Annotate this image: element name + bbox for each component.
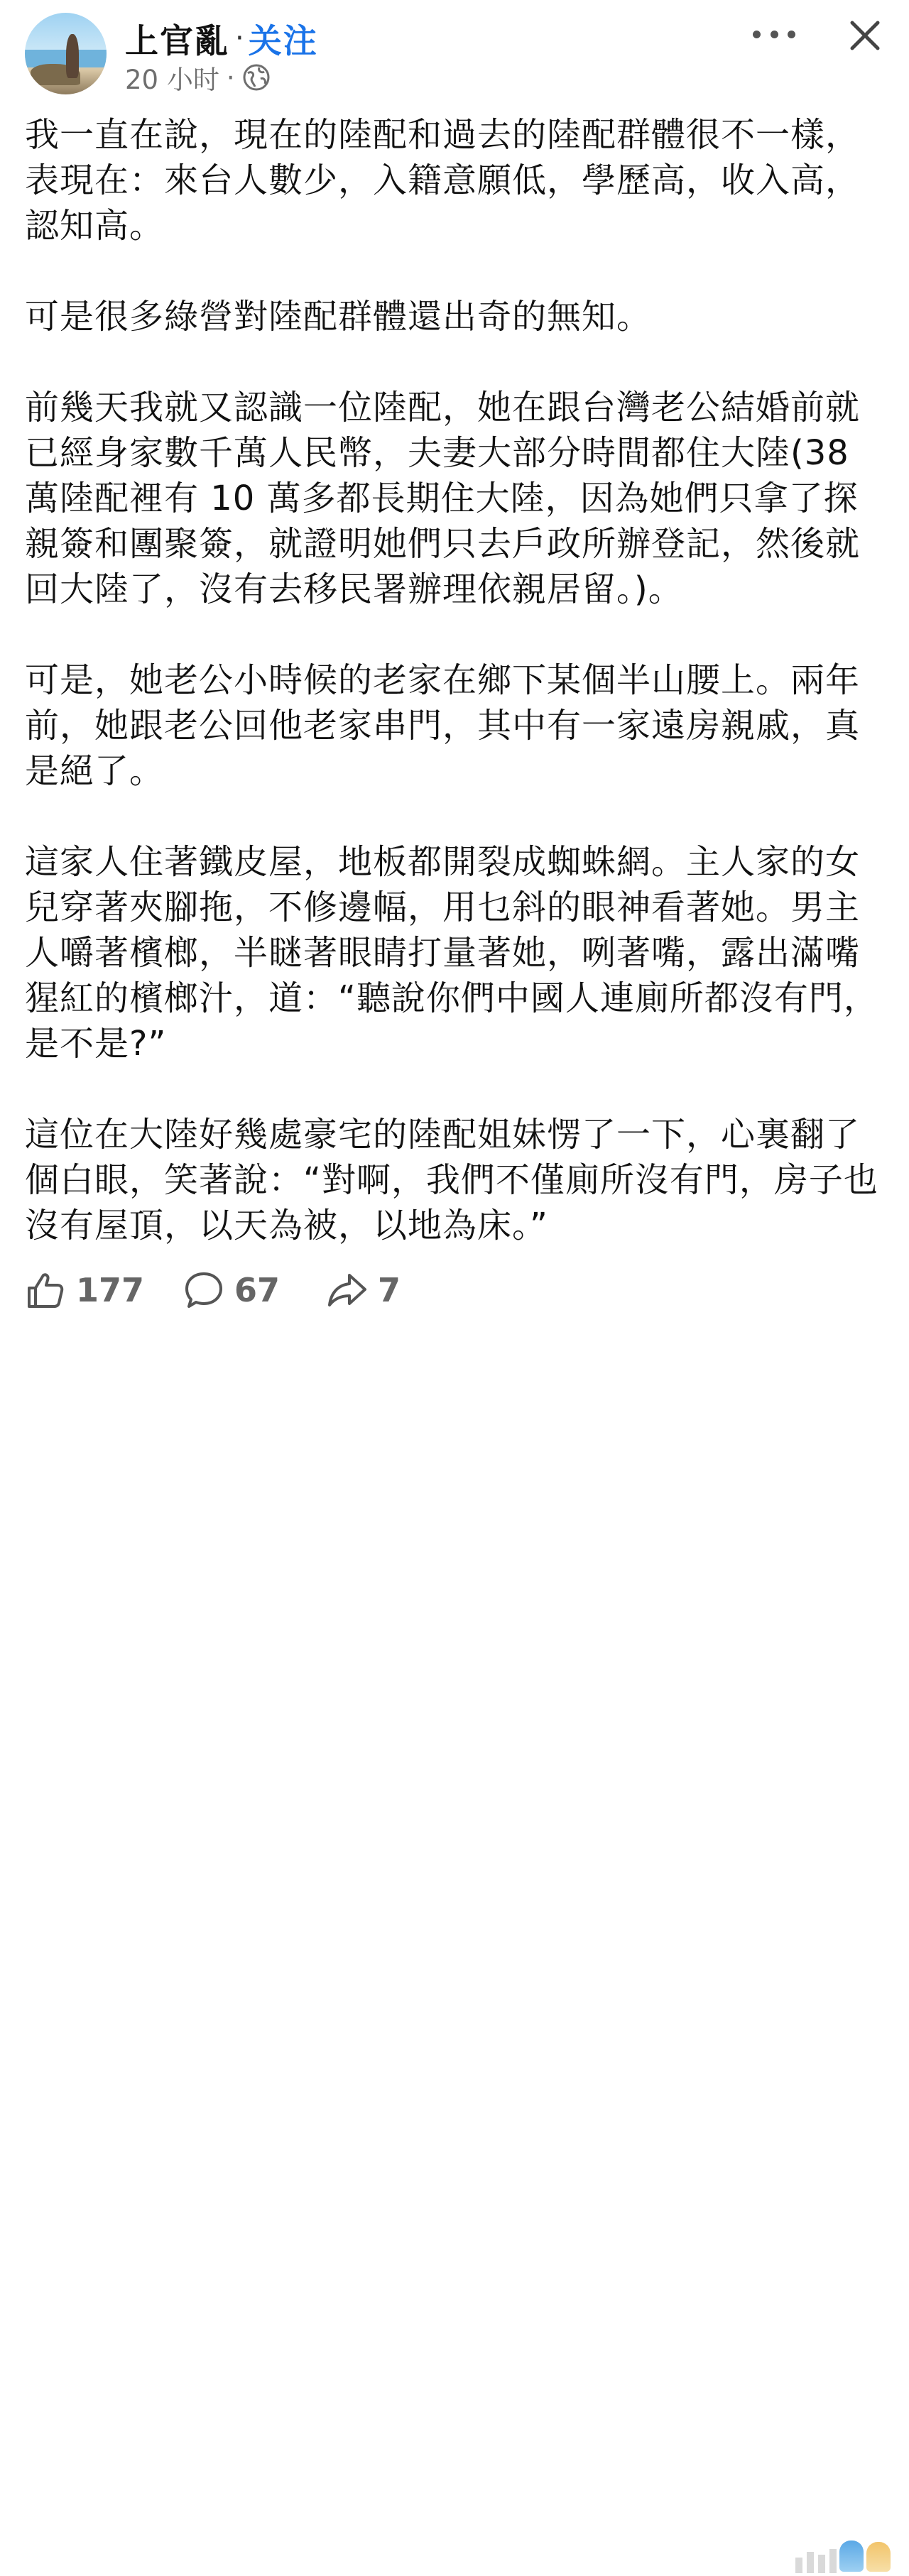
like-button[interactable] (25, 1265, 144, 1315)
post-paragraph: 可是很多綠營對陸配群體還出奇的無知。 (25, 297, 652, 337)
post-timestamp[interactable]: 20 小时 (125, 65, 219, 95)
more-horizontal-icon-dot (788, 31, 795, 38)
comment-button[interactable] (183, 1265, 280, 1315)
post-paragraph: 可是，她老公小時候的老家在鄉下某個半山腰上。兩年前，她跟老公回他老家串門，其中有一家遠房親戚，真是絕了。 (25, 660, 861, 791)
post-paragraph: 這位在大陸好幾處豪宅的陸配姐妹愣了一下，心裏翻了個白眼，笑著說：“對啊，我們不僅廁所沒有門，房子也沒有屋頂，以天為被，以地為床。” (25, 1115, 878, 1245)
share-arrow-icon (327, 1270, 368, 1311)
avatar-figure (66, 34, 79, 78)
comment-count: 67 (234, 1271, 281, 1309)
watermark-logo (795, 2536, 895, 2576)
meta-separator: · (226, 62, 235, 93)
close-icon (845, 16, 885, 55)
more-options-button[interactable] (753, 20, 795, 48)
post-paragraph: 我一直在說，現在的陸配和過去的陸配群體很不一樣，表現在：來台人數少，入籍意願低，學歷高，收入高，認知高。 (25, 115, 861, 246)
like-count: 177 (76, 1271, 145, 1309)
author-name[interactable]: 上官亂 (125, 21, 229, 61)
action-bar (0, 1265, 909, 1315)
thumbs-up-icon (25, 1270, 66, 1311)
close-button[interactable] (845, 16, 885, 55)
post-header (0, 0, 909, 107)
comment-bubble-icon (183, 1270, 224, 1311)
post-paragraph: 這家人住著鐵皮屋，地板都開裂成蜘蛛網。主人家的女兒穿著夾腳拖，不修邊幅，用乜斜的眼神看著她。男主人嚼著檳榔，半瞇著眼睛打量著她，咧著嘴，露出滿嘴猩紅的檳榔汁，道：“聽說你們中國人連廁所都沒有門，是不是?” (25, 842, 878, 1064)
share-button[interactable] (327, 1265, 401, 1315)
follow-button[interactable]: 关注 (248, 21, 318, 61)
more-horizontal-icon-dot (771, 31, 778, 38)
author-avatar[interactable] (25, 13, 107, 94)
post-meta (125, 60, 271, 95)
share-count: 7 (378, 1271, 401, 1309)
post-paragraph: 前幾天我就又認識一位陸配，她在跟台灣老公結婚前就已經身家數千萬人民幣，夫妻大部分時間都住大陸(38 萬陸配裡有 10 萬多都長期住大陸，因為她們只拿了探親簽和團聚簽，就證明她們只去戶政所辦登記，然後就回大陸了，沒有去移民署辦理依親居留。)。 (25, 388, 861, 609)
name-separator: · (235, 22, 244, 55)
more-horizontal-icon (753, 31, 761, 38)
post-body (25, 112, 884, 1294)
globe-icon (242, 63, 271, 92)
author-row (125, 16, 318, 61)
